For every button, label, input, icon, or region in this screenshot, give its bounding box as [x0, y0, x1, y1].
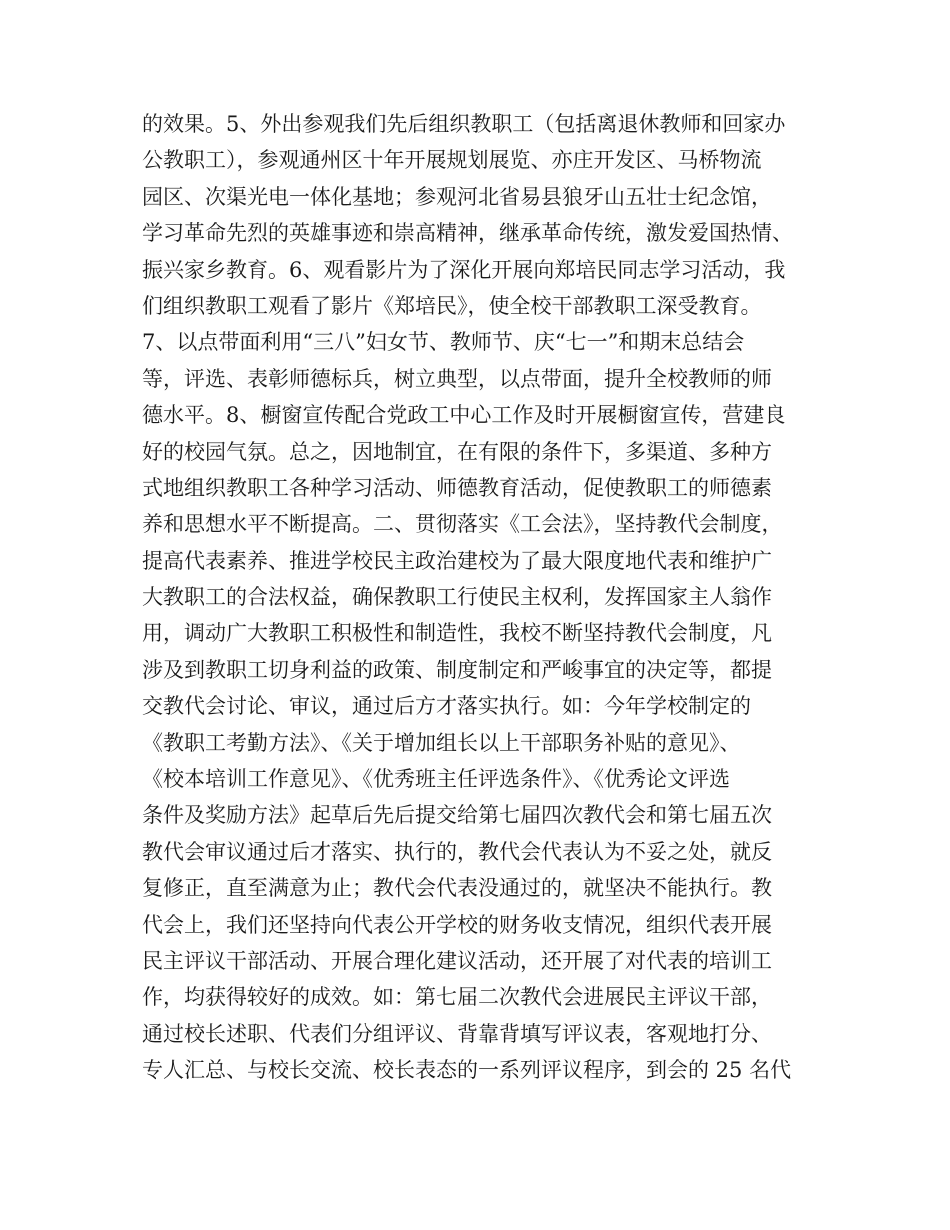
text-line: 等，评选、表彰师德标兵，树立典型，以点带面，提升全校教师的师: [142, 366, 772, 391]
text-line: 通过校长述职、代表们分组评议、背靠背填写评议表，客观地打分、: [142, 1021, 772, 1046]
text-line: 振兴家乡教育。6、观看影片为了深化开展向郑培民同志学习活动，我: [142, 257, 786, 282]
text-line: 《教职工考勤方法》、《关于增加组长以上干部职务补贴的意见》、: [142, 730, 741, 755]
text-line: 德水平。8、橱窗宣传配合党政工中心工作及时开展橱窗宣传，营建良: [142, 403, 786, 428]
text-line: 式地组织教职工各种学习活动、师德教育活动，促使教职工的师德素: [142, 475, 772, 500]
text-line: 们组织教职工观看了影片《郑培民》，使全校干部教职工深受教育。: [142, 293, 762, 318]
text-line: 代会上，我们还坚持向代表公开学校的财务收支情况，组织代表开展: [142, 912, 772, 937]
text-line: 好的校园气氛。总之，因地制宜，在有限的条件下，多渠道、多种方: [142, 439, 772, 464]
text-line: 大教职工的合法权益，确保教职工行使民主权利，发挥国家主人翁作: [142, 585, 772, 610]
text-line: 民主评议干部活动、开展合理化建议活动，还开展了对代表的培训工: [142, 948, 772, 973]
text-line: 学习革命先烈的英雄事迹和崇高精神，继承革命传统，激发爱国热情、: [142, 221, 793, 246]
text-line: 园区、次渠光电一体化基地；参观河北省易县狼牙山五壮士纪念馆，: [142, 184, 772, 209]
text-line: 教代会审议通过后才落实、执行的，教代会代表认为不妥之处，就反: [142, 839, 772, 864]
text-line: 的效果。5、外出参观我们先后组织教职工（包括离退休教师和回家办: [142, 112, 786, 136]
text-line: 条件及奖励方法》起草后先后提交给第七届四次教代会和第七届五次: [142, 803, 772, 828]
text-line: 养和思想水平不断提高。二、贯彻落实《工会法》，坚持教代会制度，: [142, 512, 783, 537]
text-line: 提高代表素养、推进学校民主政治建校为了最大限度地代表和维护广: [142, 548, 772, 573]
text-line: 《校本培训工作意见》、《优秀班主任评选条件》、《优秀论文评选: [142, 767, 730, 792]
text-line: 公教职工），参观通州区十年开展规划展览、亦庄开发区、马桥物流: [142, 148, 762, 173]
body-text: [142, 106, 842, 1089]
text-line: 7、以点带面利用“三八”妇女节、教师节、庆“七一”和期末总结会: [142, 330, 745, 355]
text-line: 交教代会讨论、审议，通过后方才落实执行。如：今年学校制定的: [142, 694, 751, 719]
text-line: 涉及到教职工切身利益的政策、制度制定和严峻事宜的决定等，都提: [142, 657, 772, 682]
text-line: 作，均获得较好的成效。如：第七届二次教代会进展民主评议干部，: [142, 985, 772, 1010]
text-line: 复修正，直至满意为止；教代会代表没通过的，就坚决不能执行。教: [142, 876, 772, 901]
text-line: 专人汇总、与校长交流、校长表态的一系列评议程序，到会的 25 名代: [142, 1058, 792, 1083]
text-line: 用，调动广大教职工积极性和制造性，我校不断坚持教代会制度，凡: [142, 621, 772, 646]
